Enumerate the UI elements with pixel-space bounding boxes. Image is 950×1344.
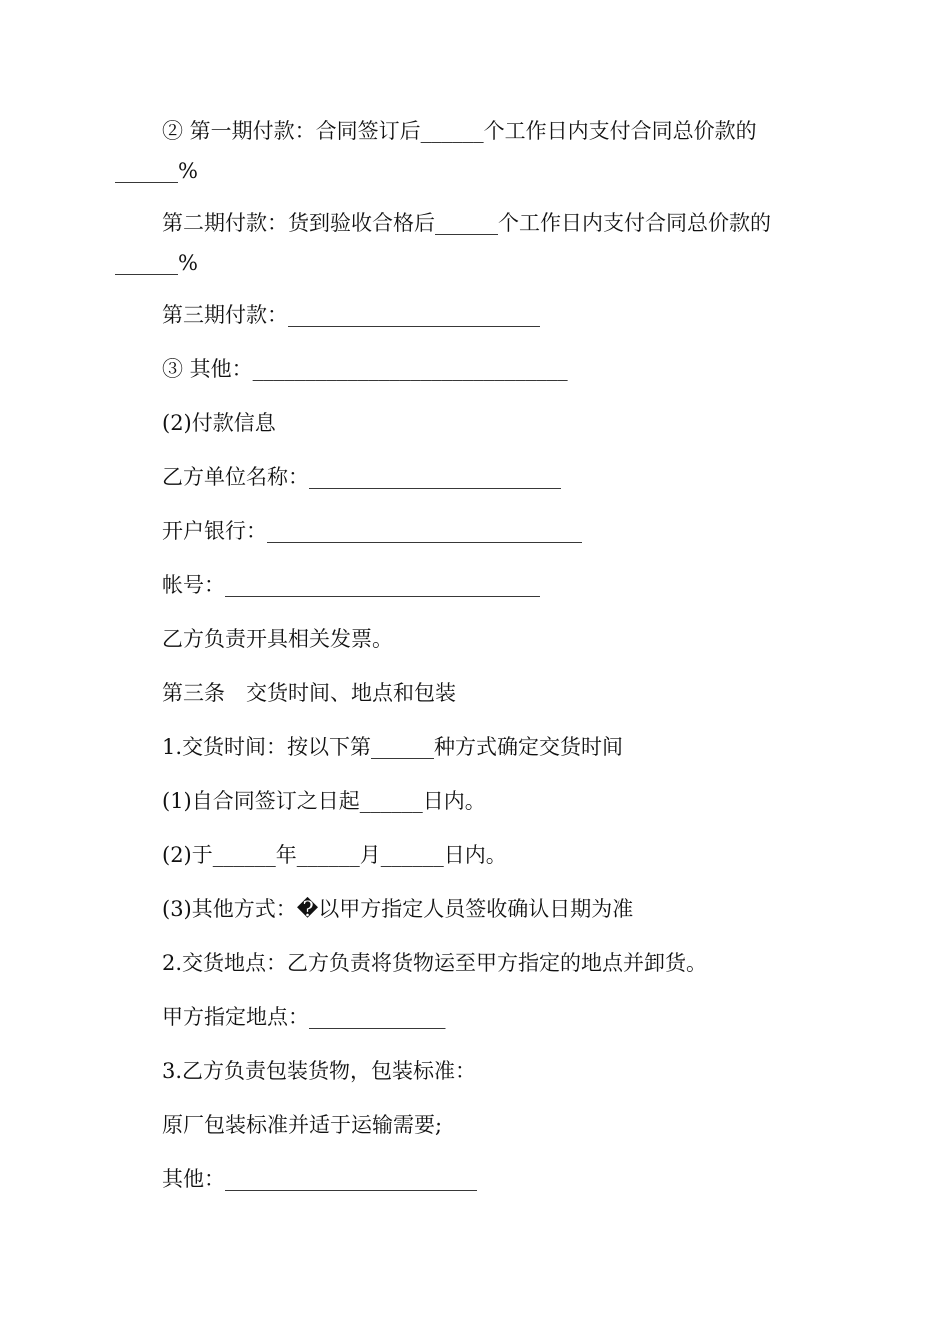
- packaging-clause: 3.乙方负责包装货物，包装标准：: [162, 1059, 477, 1083]
- delivery-option-2: (2)于______年______月______日内。: [162, 843, 507, 867]
- payment-first-percent: ______%: [115, 159, 198, 183]
- party-b-name-field: 乙方单位名称：________________________: [162, 465, 561, 489]
- payment-info-heading: (2)付款信息: [162, 411, 276, 435]
- invoice-clause: 乙方负责开具相关发票。: [162, 627, 393, 651]
- payment-first-installment: ② 第一期付款：合同签订后______个工作日内支付合同总价款的: [162, 119, 757, 143]
- packaging-other-field: 其他：________________________: [162, 1167, 477, 1191]
- article-three-heading: 第三条 交货时间、地点和包装: [162, 681, 456, 705]
- delivery-option-1: (1)自合同签订之日起______日内。: [162, 789, 486, 813]
- payment-other: ③ 其他：______________________________: [162, 357, 568, 381]
- delivery-time-clause: 1.交货时间：按以下第______种方式确定交货时间: [162, 735, 624, 759]
- delivery-option-3: (3)其他方式：�以甲方指定人员签收确认日期为准: [162, 897, 634, 921]
- account-field: 帐号：______________________________: [162, 573, 540, 597]
- payment-second-installment: 第二期付款：货到验收合格后______个工作日内支付合同总价款的: [162, 211, 771, 235]
- payment-second-percent: ______%: [115, 251, 198, 275]
- bank-field: 开户银行：______________________________: [162, 519, 582, 543]
- packaging-standard: 原厂包装标准并适于运输需要;: [162, 1113, 443, 1137]
- payment-third-installment: 第三期付款：________________________: [162, 303, 540, 327]
- party-a-place-field: 甲方指定地点：_____________: [162, 1005, 446, 1029]
- delivery-place-clause: 2.交货地点：乙方负责将货物运至甲方指定的地点并卸货。: [162, 951, 708, 975]
